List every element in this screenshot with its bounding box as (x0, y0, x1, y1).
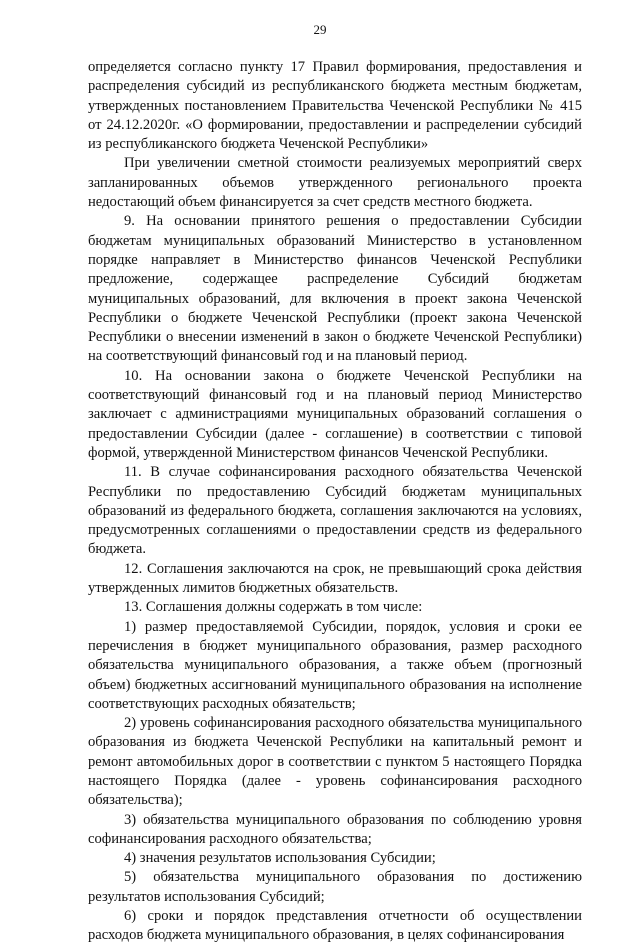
paragraph-continuation: определяется согласно пункту 17 Правил формирования, предоставления и распределения субсидий из республиканского бюджета местным бюджетам, утвержденных постановлением Правительства Чеченской Республики № 415 от 24.12.2020г. «О формировании, предоставлении и распределении субсидий из республиканского бюджета Чеченской Республики» (88, 59, 582, 153)
document-body (88, 58, 582, 946)
paragraph-subitem-4: 4) значения результатов использования Субсидии; (124, 850, 436, 867)
paragraph-item-10: 10. На основании закона о бюджете Чеченской Республики на соответствующий финансовый год и на плановый период Министерство заключает с администрациями муниципальных образований соглашения о предоставлении Субсидии (далее - соглашение) в соответствии с типовой формой, утвержденной Министерством финансов Чеченской Республики. (88, 367, 582, 461)
paragraph-subitem-6: 6) сроки и порядок представления отчетности об осуществлении расходов бюджета муниципального образования, в целях софинансирования (88, 908, 582, 944)
paragraph-subitem-2: 2) уровень софинансирования расходного обязательства муниципального образования из бюджета Чеченской Республики на капитальный ремонт и ремонт автомобильных дорог в соответствии с пунктом 5 настоящего Порядка настоящего Порядка (далее - уровень софинансирования расходного обязательства); (88, 715, 582, 809)
paragraph-item-13: 13. Соглашения должны содержать в том числе: (124, 599, 423, 616)
paragraph-item-12: 12. Соглашения заключаются на срок, не превышающий срока действия утвержденных лимитов бюджетных обязательств. (88, 560, 582, 597)
paragraph-subitem-3: 3) обязательства муниципального образования по соблюдению уровня софинансирования расходного обязательства; (88, 811, 582, 847)
paragraph-item-11: 11. В случае софинансирования расходного обязательства Чеченской Республики по предоставлению Субсидий бюджетам муниципальных образований из федерального бюджета, соглашения заключаются на условиях, предусмотренных соглашениями о предоставлении средств из федерального бюджета. (88, 464, 582, 558)
page-number: 29 (313, 22, 327, 37)
paragraph-subitem-5: 5) обязательства муниципального образования по достижению результатов использования Субсидий; (88, 869, 582, 905)
paragraph-subitem-1: 1) размер предоставляемой Субсидии, порядок, условия и сроки ее перечисления в бюджет муниципального образования, размер расходного обязательства муниципального образования, а также объем (прогнозный объем) бюджетных ассигнований муниципального образования на исполнение соответствующих расходных обязательств; (88, 618, 582, 712)
paragraph-cost-increase: При увеличении сметной стоимости реализуемых мероприятий сверх запланированных объемов утвержденного регионального проекта недостающий объем финансируется за счет средств местного бюджета. (88, 155, 582, 211)
paragraph-item-9: 9. На основании принятого решения о предоставлении Субсидии бюджетам муниципальных образований Министерство в установленном порядке направляет в Министерство финансов Чеченской Республики предложение, содержащее распределение Субсидий бюджетам муниципальных образований, для включения в проект закона Чеченской Республики о бюджете Чеченской Республики (проект закона Чеченской Республики о внесении изменений в закон о бюджете Чеченской Республики) на соответствующий финансовый год и на плановый период. (88, 213, 582, 365)
